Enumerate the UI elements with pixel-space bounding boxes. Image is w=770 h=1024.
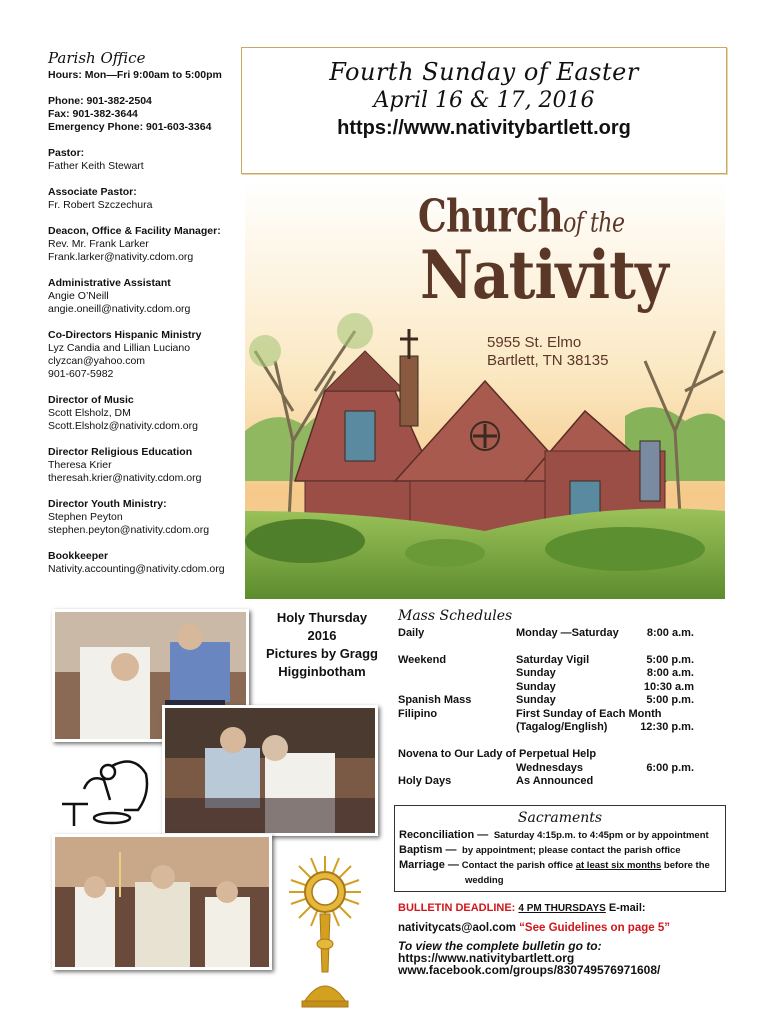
mass-schedule-row bbox=[398, 721, 728, 735]
church-address bbox=[487, 334, 608, 370]
mass-day: Sunday bbox=[516, 694, 556, 706]
mass-time: 8:00 a.m. bbox=[646, 667, 694, 679]
office-fax: Fax: 901-382-3644 bbox=[48, 108, 138, 120]
mass-day: As Announced bbox=[516, 775, 594, 787]
staff-title: Associate Pastor: bbox=[48, 186, 137, 198]
mass-type: Filipino bbox=[398, 707, 438, 720]
mass-schedules-heading: Mass Schedules bbox=[398, 608, 513, 624]
mass-time: 10:30 a.m bbox=[643, 680, 694, 693]
mass-type: Novena to Our Lady of Perpetual Help bbox=[398, 748, 597, 760]
mass-type: Spanish Mass bbox=[398, 694, 472, 706]
mass-schedule-row bbox=[398, 708, 728, 722]
mass-schedule-row bbox=[398, 775, 728, 789]
bulletin-title: Fourth Sunday of Easter bbox=[329, 58, 639, 86]
staff-detail: Scott Elsholz, DM bbox=[48, 407, 131, 419]
staff-email[interactable]: Nativity.accounting@nativity.cdom.org bbox=[48, 563, 225, 575]
staff-title: Bookkeeper bbox=[48, 550, 109, 562]
deadline-label: BULLETIN DEADLINE: bbox=[398, 902, 516, 914]
office-emergency-phone: Emergency Phone: 901-603-3364 bbox=[48, 121, 212, 133]
sacrament-reconciliation: Reconciliation — Saturday 4:15p.m. to 4:45pm or by appointment bbox=[399, 829, 709, 841]
parish-office-heading: Parish Office bbox=[48, 49, 146, 67]
mass-time: 8:00 a.m. bbox=[646, 626, 694, 639]
staff-title: Pastor: bbox=[48, 147, 85, 159]
staff-email[interactable]: angie.oneill@nativity.cdom.org bbox=[48, 303, 191, 315]
email-line bbox=[398, 921, 738, 935]
mass-time: 5:00 p.m. bbox=[646, 694, 694, 706]
mass-schedule-row bbox=[398, 694, 728, 708]
staff-email[interactable]: Scott.Elsholz@nativity.cdom.org bbox=[48, 420, 198, 432]
bulletin-title-box bbox=[241, 47, 727, 174]
staff-detail: Theresa Krier bbox=[48, 459, 112, 471]
mass-time: 12:30 p.m. bbox=[640, 721, 694, 733]
sacrament-marriage-continued: wedding bbox=[465, 875, 504, 886]
view-bulletin-text: To view the complete bulletin go to: bbox=[398, 939, 602, 953]
mass-time: 5:00 p.m. bbox=[646, 653, 694, 666]
staff-detail: Fr. Robert Szczechura bbox=[48, 199, 153, 211]
sacraments-box bbox=[394, 805, 726, 892]
mass-day: Wednesdays bbox=[516, 761, 584, 774]
staff-entry bbox=[48, 550, 238, 576]
staff-email[interactable]: clyzcan@yahoo.com bbox=[48, 355, 146, 367]
mass-day: Sunday bbox=[516, 680, 556, 693]
sacraments-heading: Sacraments bbox=[517, 810, 603, 826]
parish-office bbox=[48, 49, 238, 589]
mass-day: First Sunday of Each Month bbox=[516, 707, 662, 720]
staff-entry bbox=[48, 225, 238, 264]
mass-type: Weekend bbox=[398, 653, 447, 666]
staff-detail: Father Keith Stewart bbox=[48, 160, 144, 172]
bulletin-email[interactable]: nativitycats@aol.com bbox=[398, 922, 516, 934]
email-label: E-mail: bbox=[608, 902, 646, 914]
staff-entry bbox=[48, 446, 238, 485]
mass-schedules bbox=[398, 610, 728, 789]
staff-detail: Lyz Candia and Lillian Luciano bbox=[48, 342, 191, 354]
address-street: 5955 St. Elmo bbox=[487, 334, 582, 351]
mass-schedule-row bbox=[398, 762, 728, 776]
website-url[interactable]: https://www.nativitybartlett.org bbox=[337, 117, 631, 139]
mass-schedule-row bbox=[398, 654, 728, 668]
sacrament-baptism: Baptism — by appointment; please contact the parish office bbox=[399, 844, 681, 856]
church-logo-line1: Churchof the bbox=[418, 190, 625, 243]
staff-detail: 901-607-5982 bbox=[48, 368, 114, 380]
staff-title: Director Religious Education bbox=[48, 446, 193, 458]
mass-schedule-row bbox=[398, 627, 728, 641]
staff-detail: Stephen Peyton bbox=[48, 511, 123, 523]
mass-schedule-row bbox=[398, 748, 728, 762]
staff-title: Director of Music bbox=[48, 394, 134, 406]
staff-email[interactable]: theresah.krier@nativity.cdom.org bbox=[48, 472, 202, 484]
mass-schedule-row bbox=[398, 735, 728, 749]
mass-day: Monday —Saturday bbox=[516, 626, 619, 639]
bulletin-deadline bbox=[398, 901, 738, 976]
mass-day: (Tagalog/English) bbox=[516, 721, 608, 733]
staff-list bbox=[48, 147, 238, 576]
bulletin-date: April 16 & 17, 2016 bbox=[373, 88, 595, 113]
mass-schedule-table bbox=[398, 627, 728, 789]
deadline-line bbox=[398, 901, 738, 916]
mass-schedule-row bbox=[398, 640, 728, 654]
staff-detail: Angie O’Neill bbox=[48, 290, 109, 302]
photo-caption: Holy Thursday 2016 Pictures by Gragg Higginbotham bbox=[266, 610, 378, 679]
staff-entry bbox=[48, 277, 238, 316]
mass-type: Holy Days bbox=[398, 775, 452, 787]
monstrance-icon bbox=[284, 852, 366, 1012]
staff-title: Deacon, Office & Facility Manager: bbox=[48, 225, 221, 237]
mass-time: 6:00 p.m. bbox=[646, 761, 694, 774]
photo-procession bbox=[52, 834, 272, 970]
staff-entry bbox=[48, 147, 238, 173]
mass-schedule-row bbox=[398, 667, 728, 681]
staff-title: Administrative Assistant bbox=[48, 277, 171, 289]
staff-entry bbox=[48, 394, 238, 433]
mass-day: Sunday bbox=[516, 667, 556, 679]
photo-foot-washing-2 bbox=[162, 705, 378, 836]
staff-title: Co-Directors Hispanic Ministry bbox=[48, 329, 202, 341]
staff-email[interactable]: Frank.larker@nativity.cdom.org bbox=[48, 251, 194, 263]
mass-schedule-row bbox=[398, 681, 728, 695]
bulletin-website-link[interactable]: https://www.nativitybartlett.org bbox=[398, 951, 575, 965]
guidelines-note: “See Guidelines on page 5” bbox=[519, 922, 670, 934]
mass-type: Daily bbox=[398, 626, 425, 639]
staff-detail: Rev. Mr. Frank Larker bbox=[48, 238, 149, 250]
staff-title: Director Youth Ministry: bbox=[48, 498, 167, 510]
staff-entry bbox=[48, 186, 238, 212]
facebook-link[interactable]: www.facebook.com/groups/830749576971608/ bbox=[398, 963, 661, 977]
staff-email[interactable]: stephen.peyton@nativity.cdom.org bbox=[48, 524, 210, 536]
address-city: Bartlett, TN 38135 bbox=[487, 352, 609, 369]
foot-washing-drawing bbox=[54, 744, 158, 830]
mass-day: Saturday Vigil bbox=[516, 653, 590, 666]
sacrament-marriage: Marriage — Contact the parish office at least six months before the bbox=[399, 859, 710, 871]
church-logo-line2: Nativity bbox=[420, 236, 668, 315]
staff-entry bbox=[48, 498, 238, 537]
deadline-time: 4 PM THURSDAYS bbox=[518, 903, 606, 914]
office-phone: Phone: 901-382-2504 bbox=[48, 95, 152, 107]
office-hours: Hours: Mon—Fri 9:00am to 5:00pm bbox=[48, 69, 222, 81]
staff-entry bbox=[48, 329, 238, 381]
